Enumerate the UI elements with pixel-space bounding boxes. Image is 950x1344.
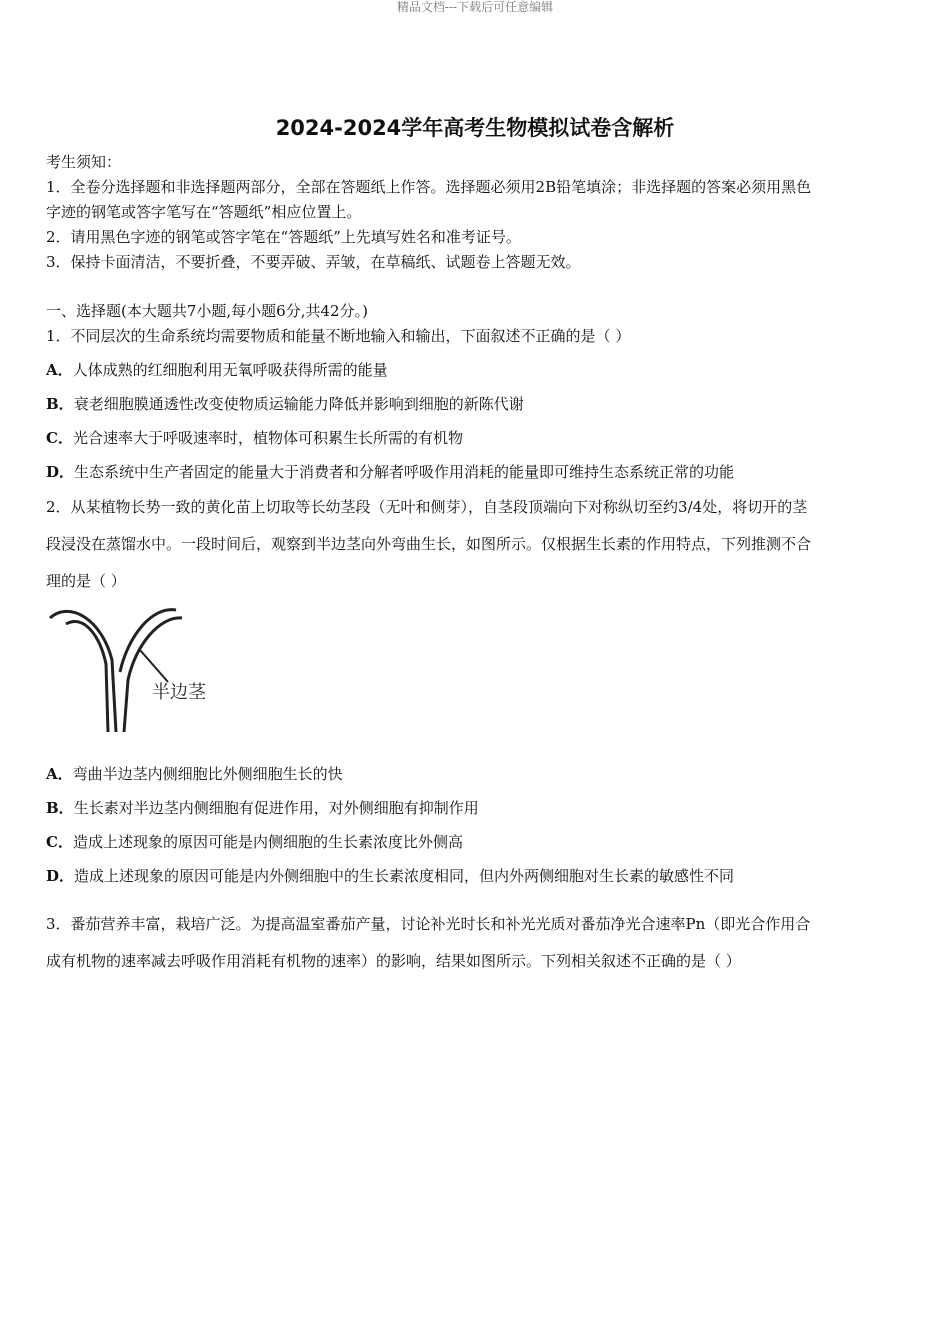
figure-label-half-stem: 半边茎 bbox=[152, 682, 206, 703]
option-text: 弯曲半边茎内侧细胞比外侧细胞生长的快 bbox=[72, 765, 343, 783]
q2-stem-line-1: 2．从某植物长势一致的黄化苗上切取等长幼茎段（无叶和侧芽），自茎段顶端向下对称纵切至约3/4处，将切开的茎 bbox=[46, 498, 808, 516]
notice-item-3: 3．保持卡面清洁，不要折叠，不要弄破、弄皱，在草稿纸、试题卷上答题无效。 bbox=[46, 253, 581, 271]
q1-option-d bbox=[46, 462, 734, 482]
header-watermark: 精品文档---下载后可任意编辑 bbox=[396, 0, 554, 14]
page-title: 2024-2024学年高考生物模拟试卷含解析 bbox=[275, 116, 675, 140]
option-text: 生态系统中生产者固定的能量大于消费者和分解者呼吸作用消耗的能量即可维持生态系统正常的功能 bbox=[74, 463, 735, 481]
q2-stem-line-2: 段浸没在蒸馏水中。一段时间后，观察到半边茎向外弯曲生长，如图所示。仅根据生长素的作用特点，下列推测不合 bbox=[46, 535, 812, 553]
option-label: A． bbox=[46, 765, 73, 783]
q1-stem: 1．不同层次的生命系统均需要物质和能量不断地输入和输出，下面叙述不正确的是（ ） bbox=[46, 327, 631, 345]
q2-option-a bbox=[46, 764, 343, 784]
option-text: 光合速率大于呼吸速率时，植物体可积累生长所需的有机物 bbox=[72, 429, 463, 447]
q2-option-b bbox=[46, 798, 479, 818]
notice-item-2: 2．请用黑色字迹的钢笔或答字笔在“答题纸”上先填写姓名和准考证号。 bbox=[46, 228, 521, 246]
option-label: C． bbox=[46, 429, 73, 447]
notice-heading: 考生须知： bbox=[46, 153, 122, 171]
q2-option-c bbox=[46, 832, 463, 852]
q2-stem-line-3: 理的是（ ） bbox=[46, 572, 126, 590]
option-label: B． bbox=[46, 799, 74, 817]
option-label: B． bbox=[46, 395, 74, 413]
option-label: D． bbox=[46, 463, 75, 481]
half-stem-figure bbox=[44, 602, 234, 738]
q1-option-b bbox=[46, 394, 524, 414]
option-label: A． bbox=[46, 361, 73, 379]
option-text: 人体成熟的红细胞利用无氧呼吸获得所需的能量 bbox=[72, 361, 388, 379]
q1-option-a bbox=[46, 360, 388, 380]
q1-option-c bbox=[46, 428, 463, 448]
q2-option-d bbox=[46, 866, 734, 886]
q3-stem-line-1: 3．番茄营养丰富，栽培广泛。为提高温室番茄产量，讨论补光时长和补光光质对番茄净光合速率Pn（即光合作用合 bbox=[46, 915, 811, 933]
notice-item-1-line-2: 字迹的钢笔或答字笔写在“答题纸”相应位置上。 bbox=[46, 203, 362, 221]
option-text: 造成上述现象的原因可能是内外侧细胞中的生长素浓度相同，但内外两侧细胞对生长素的敏感性不同 bbox=[74, 867, 735, 885]
q3-stem-line-2: 成有机物的速率减去呼吸作用消耗有机物的速率）的影响，结果如图所示。下列相关叙述不正确的是（ ） bbox=[46, 952, 741, 970]
section-heading-choice: 一、选择题(本大题共7小题,每小题6分,共42分。) bbox=[46, 302, 368, 320]
option-label: C． bbox=[46, 833, 73, 851]
option-text: 生长素对半边茎内侧细胞有促进作用，对外侧细胞有抑制作用 bbox=[73, 799, 479, 817]
notice-item-1-line-1: 1．全卷分选择题和非选择题两部分，全部在答题纸上作答。选择题必须用2B铅笔填涂；非选择题的答案必须用黑色 bbox=[46, 178, 812, 196]
option-text: 衰老细胞膜通透性改变使物质运输能力降低并影响到细胞的新陈代谢 bbox=[73, 395, 524, 413]
option-text: 造成上述现象的原因可能是内侧细胞的生长素浓度比外侧高 bbox=[72, 833, 463, 851]
option-label: D． bbox=[46, 867, 75, 885]
